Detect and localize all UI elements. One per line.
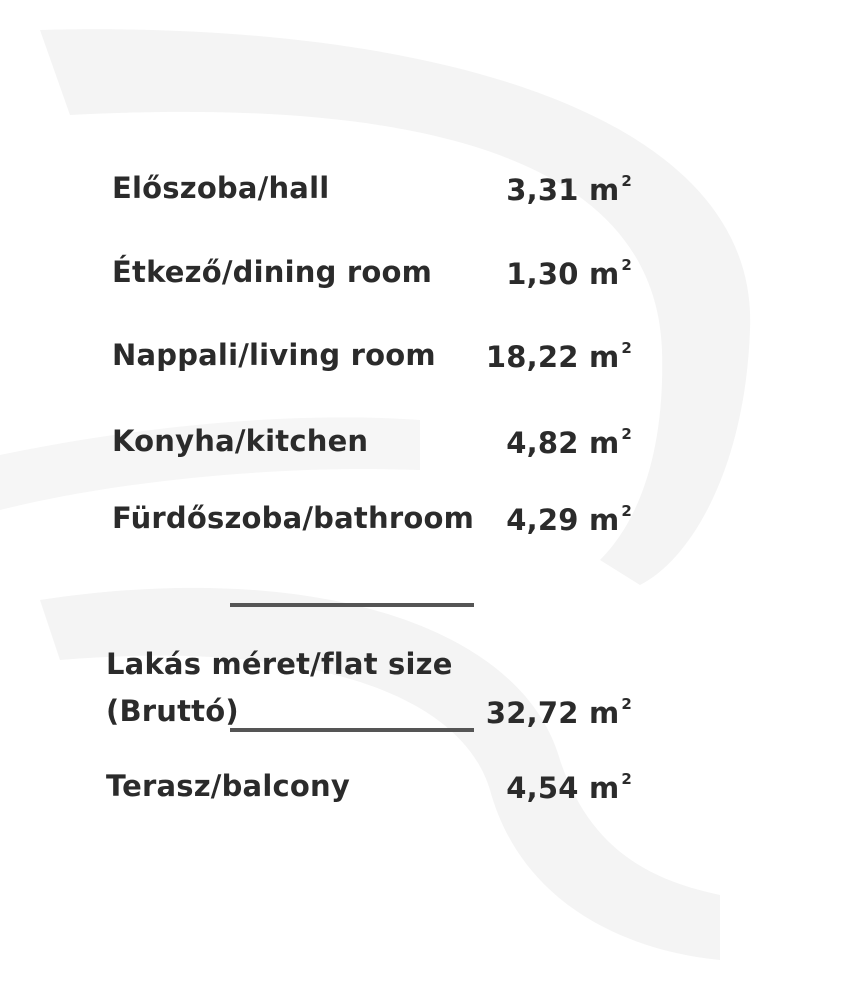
divider-top (230, 603, 474, 607)
room-area: 3,31 m $^2$ (506, 172, 632, 207)
room-label: Fürdőszoba/bathroom (112, 501, 474, 535)
room-area: 4,82 m $^2$ (506, 425, 632, 460)
balcony-label: Terasz/balcony (106, 769, 350, 803)
room-label: Konyha/kitchen (112, 424, 369, 458)
room-label: Étkező/dining room (112, 255, 432, 289)
room-label: Nappali/living room (112, 338, 436, 372)
flat-size-label-line1: Lakás méret/flat size (106, 647, 453, 681)
balcony-area: 4,54 m $^2$ (506, 770, 632, 805)
room-area: 1,30 m $^2$ (506, 256, 632, 291)
divider-bottom (230, 728, 474, 732)
room-label: Előszoba/hall (112, 171, 330, 205)
room-area: 4,29 m $^2$ (506, 502, 632, 537)
flat-size-area: 32,72 m $^2$ (485, 695, 632, 730)
room-area: 18,22 m $^2$ (485, 339, 632, 374)
flat-size-label-line2: (Bruttó) (106, 694, 239, 728)
